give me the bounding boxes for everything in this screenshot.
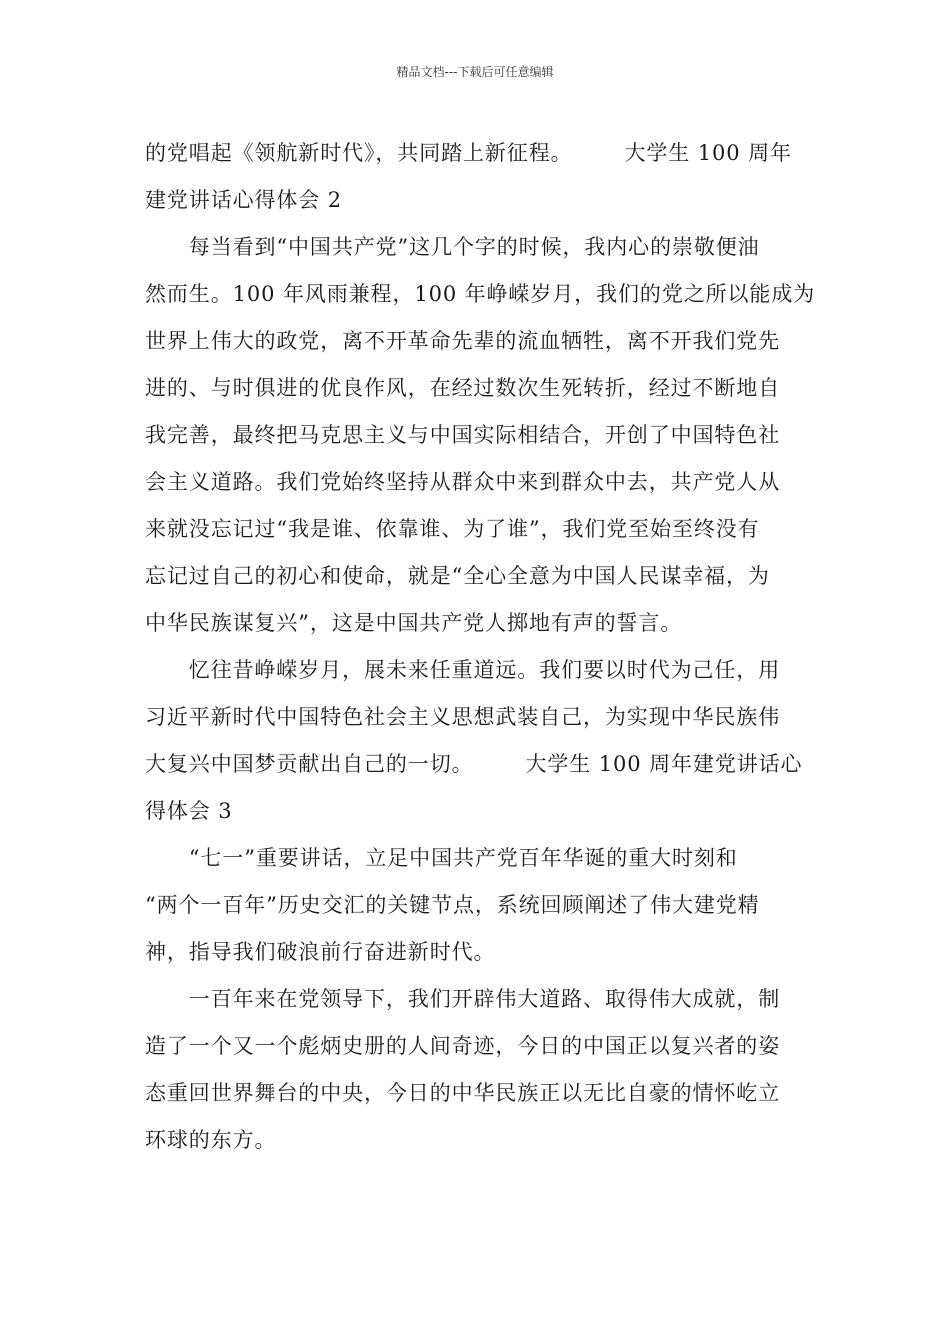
text-line: “两个一百年”历史交汇的关键节点，系统回顾阐述了伟大建党精 xyxy=(145,893,760,917)
text-line: 习近平新时代中国特色社会主义思想武装自己，为实现中华民族伟 xyxy=(145,705,781,729)
text-line: 态重回世界舞台的中央，今日的中华民族正以无比自豪的情怀屹立 xyxy=(145,1081,781,1105)
text-line: 每当看到“中国共产党”这几个字的时候，我内心的崇敬便油 xyxy=(145,235,760,259)
document-body xyxy=(145,130,816,1164)
section-title: 建党讲话心得体会 2 xyxy=(145,188,343,212)
page-header: 精品文档---下载后可任意编辑 xyxy=(396,65,554,79)
text-line: 来就没忘记过“我是谁、依靠谁、为了谁”，我们党至始至终没有 xyxy=(145,517,760,541)
text-line: 忘记过自己的初心和使命，就是“全心全意为中国人民谋幸福，为 xyxy=(145,564,770,588)
text-line: 忆往昔峥嵘岁月，展未来任重道远。我们要以时代为己任，用 xyxy=(145,658,781,682)
text-line: “七一”重要讲话，立足中国共产党百年华诞的重大时刻和 xyxy=(145,846,738,870)
text-line: 中华民族谋复兴”，这是中国共产党人掷地有声的誓言。 xyxy=(145,611,683,635)
text-line: 一百年来在党领导下，我们开辟伟大道路、取得伟大成就，制 xyxy=(145,987,781,1011)
text-line: 神，指导我们破浪前行奋进新时代。 xyxy=(145,940,496,964)
text-line: 世界上伟大的政党，离不开革命先辈的流血牺牲，离不开我们党先 xyxy=(145,329,781,353)
text-line: 会主义道路。我们党始终坚持从群众中来到群众中去，共产党人从 xyxy=(145,470,781,494)
text-line: 的党唱起《领航新时代》，共同踏上新征程。 大学生 100 周年 xyxy=(145,141,792,165)
section-title: 大学生 100 周年建党讲话心 xyxy=(525,752,803,776)
text-line: 大复兴中国梦贡献出自己的一切。 大学生 100 周年建党讲话心 xyxy=(145,752,803,776)
section-title: 得体会 3 xyxy=(145,799,233,823)
section-title: 大学生 100 周年 xyxy=(624,141,792,165)
text-line: 进的、与时俱进的优良作风，在经过数次生死转折，经过不断地自 xyxy=(145,376,781,400)
text-line: 然而生。100 年风雨兼程，100 年峥嵘岁月，我们的党之所以能成为 xyxy=(145,282,816,306)
text-line: 造了一个又一个彪炳史册的人间奇迹，今日的中国正以复兴者的姿 xyxy=(145,1034,781,1058)
text-line: 环球的东方。 xyxy=(145,1128,277,1152)
text-line: 我完善，最终把马克思主义与中国实际相结合，开创了中国特色社 xyxy=(145,423,781,447)
